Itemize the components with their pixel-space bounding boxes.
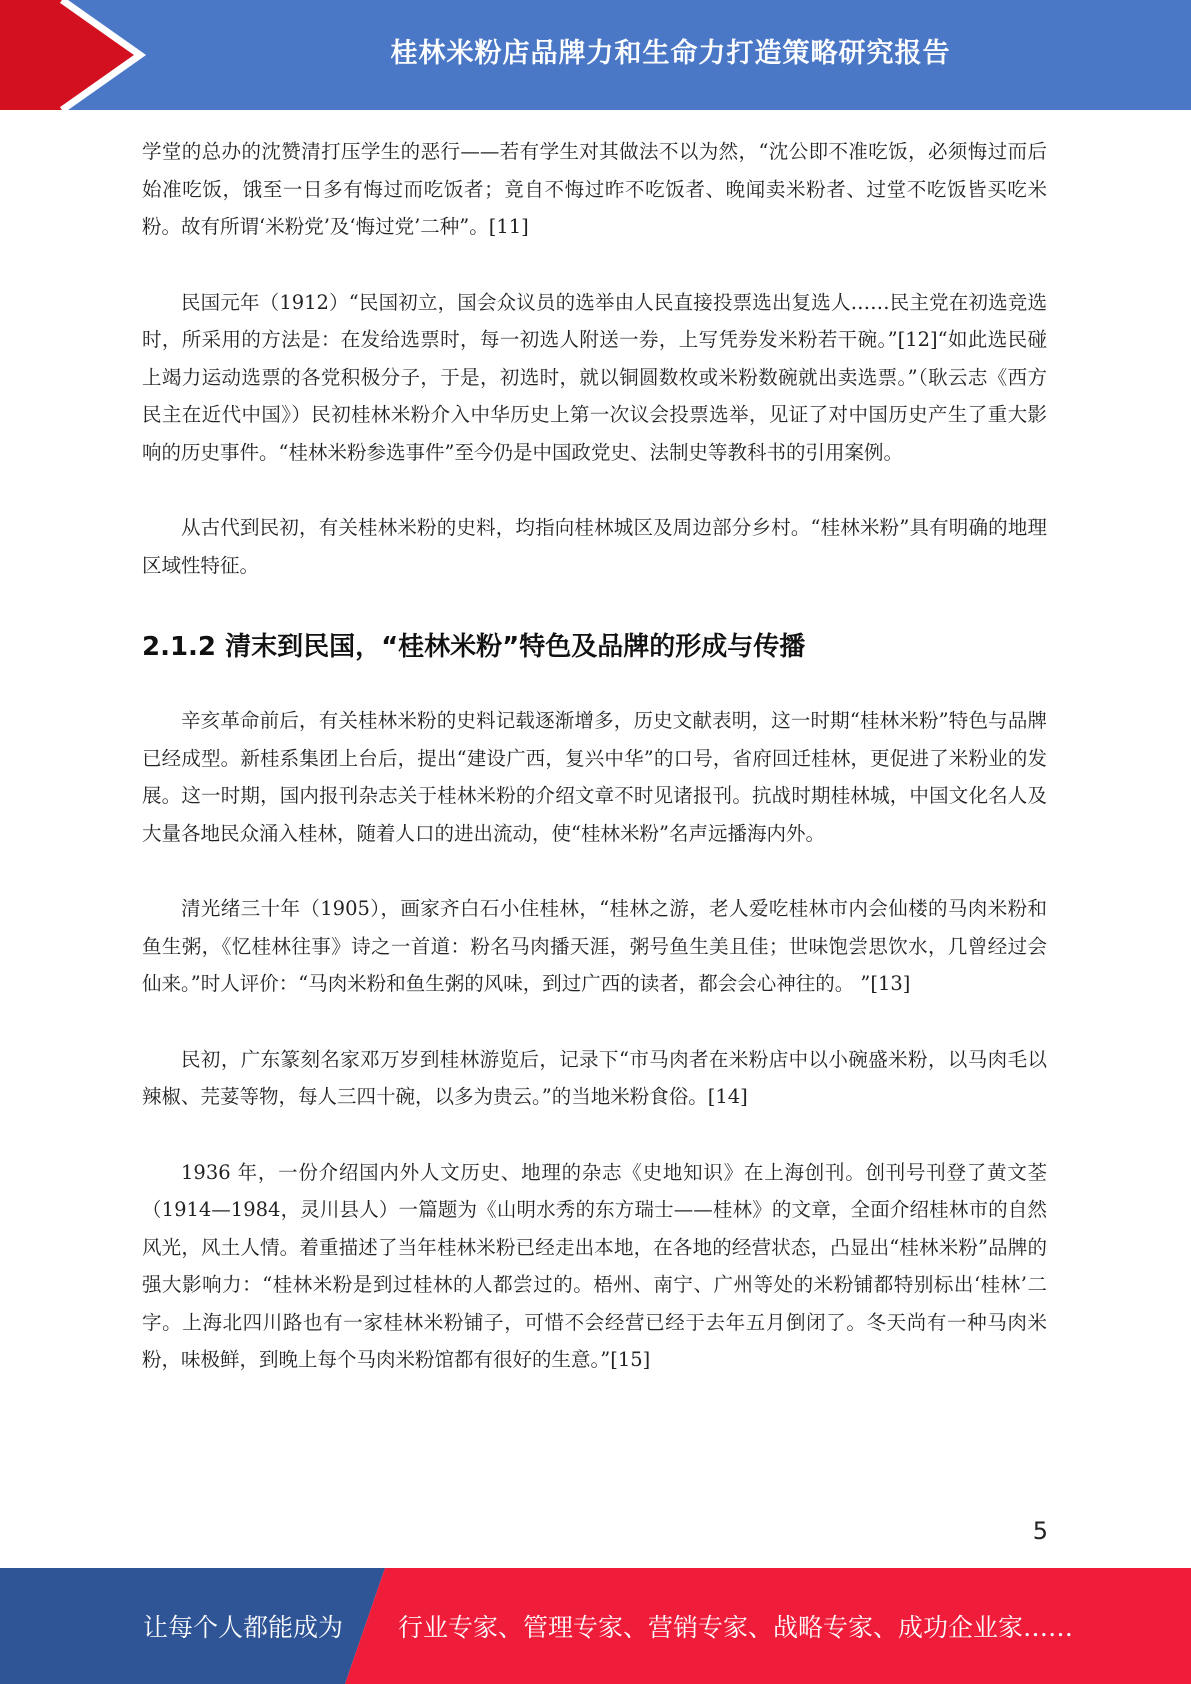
body-paragraph: 辛亥革命前后，有关桂林米粉的史料记载逐渐增多，历史文献表明，这一时期“桂林米粉”特色与品牌已经成型。新桂系集团上台后，提出“建设广西，复兴中华”的口号，省府回迁桂林，更促进了米粉业的发展。这一时期，国内报刊杂志关于桂林米粉的介绍文章不时见诸报刊。抗战时期桂林城，中国文化名人及大量各地民众涌入桂林，随着人口的进出流动，使“桂林米粉”名声远播海内外。: [142, 709, 1047, 845]
body-paragraph: 清光绪三十年（1905），画家齐白石小住桂林，“桂林之游，老人爱吃桂林市内会仙楼的马肉米粉和鱼生粥，《忆桂林往事》诗之一首道：粉名马肉播天涯，粥号鱼生美且佳；世味饱尝思饮水，几曾经过会仙来。”时人评价：“马肉米粉和鱼生粥的风味，到过广西的读者，都会会心神往的。 ”[13]: [142, 897, 1047, 995]
footer-slogan-left: 让每个人都能成为: [143, 1613, 344, 1642]
page-header: [0, 0, 1191, 110]
red-arrow-icon: [0, 0, 160, 110]
footer-slogan-right: 行业专家、管理专家、营销专家、战略专家、成功企业家……: [398, 1613, 1074, 1642]
report-title: 桂林米粉店品牌力和生命力打造策略研究报告: [390, 37, 951, 69]
page-footer: [0, 1568, 1191, 1684]
body-paragraph: 1936 年，一份介绍国内外人文历史、地理的杂志《史地知识》在上海创刊。创刊号刊登了黄文荃（1914—1984，灵川县人）一篇题为《山明水秀的东方瑞士——桂林》的文章，全面介绍桂林市的自然风光，风土人情。着重描述了当年桂林米粉已经走出本地，在各地的经营状态，凸显出“桂林米粉”品牌的强大影响力：“桂林米粉是到过桂林的人都尝过的。梧州、南宁、广州等处的米粉铺都特别标出‘桂林’二字。上海北四川路也有一家桂林米粉铺子，可惜不会经营已经于去年五月倒闭了。冬天尚有一种马肉米粉，味极鲜，到晚上每个马肉米粉馆都有很好的生意。”[15]: [142, 1160, 1047, 1371]
page-number: 5: [1032, 1517, 1048, 1545]
body-paragraph: 民国元年（1912）“民国初立，国会众议员的选举由人民直接投票选出复选人……民主党在初选竞选时，所采用的方法是：在发给选票时，每一初选人附送一券，上写凭券发米粉若干碗。”[12]“如此选民碰上竭力运动选票的各党积极分子，于是，初选时，就以铜圆数枚或米粉数碗就出卖选票。”（耿云志《西方民主在近代中国》）民初桂林米粉介入中华历史上第一次议会投票选举，见证了对中国历史产生了重大影响的历史事件。“桂林米粉参选事件”至今仍是中国政党史、法制史等教科书的引用案例。: [142, 290, 1047, 464]
body-paragraph: 从古代到民初，有关桂林米粉的史料，均指向桂林城区及周边部分乡村。“桂林米粉”具有明确的地理区域性特征。: [142, 516, 1047, 577]
body-paragraph: 民初，广东篆刻名家邓万岁到桂林游览后，记录下“市马肉者在米粉店中以小碗盛米粉，以马肉毛以辣椒、芫荽等物，每人三四十碗，以多为贵云。”的当地米粉食俗。[14]: [142, 1047, 1047, 1108]
section-heading: 2.1.2 清末到民国，“桂林米粉”特色及品牌的形成与传播: [142, 632, 806, 662]
document-body: [142, 133, 1047, 1417]
body-paragraph: 学堂的总办的沈赞清打压学生的恶行——若有学生对其做法不以为然，“沈公即不准吃饭，必须悔过而后始准吃饭，饿至一日多有悔过而吃饭者；竟自不悔过昨不吃饭者、晚闻卖米粉者、过堂不吃饭皆买吃米粉。故有所谓‘米粉党’及‘悔过党’二种”。[11]: [142, 140, 1047, 238]
